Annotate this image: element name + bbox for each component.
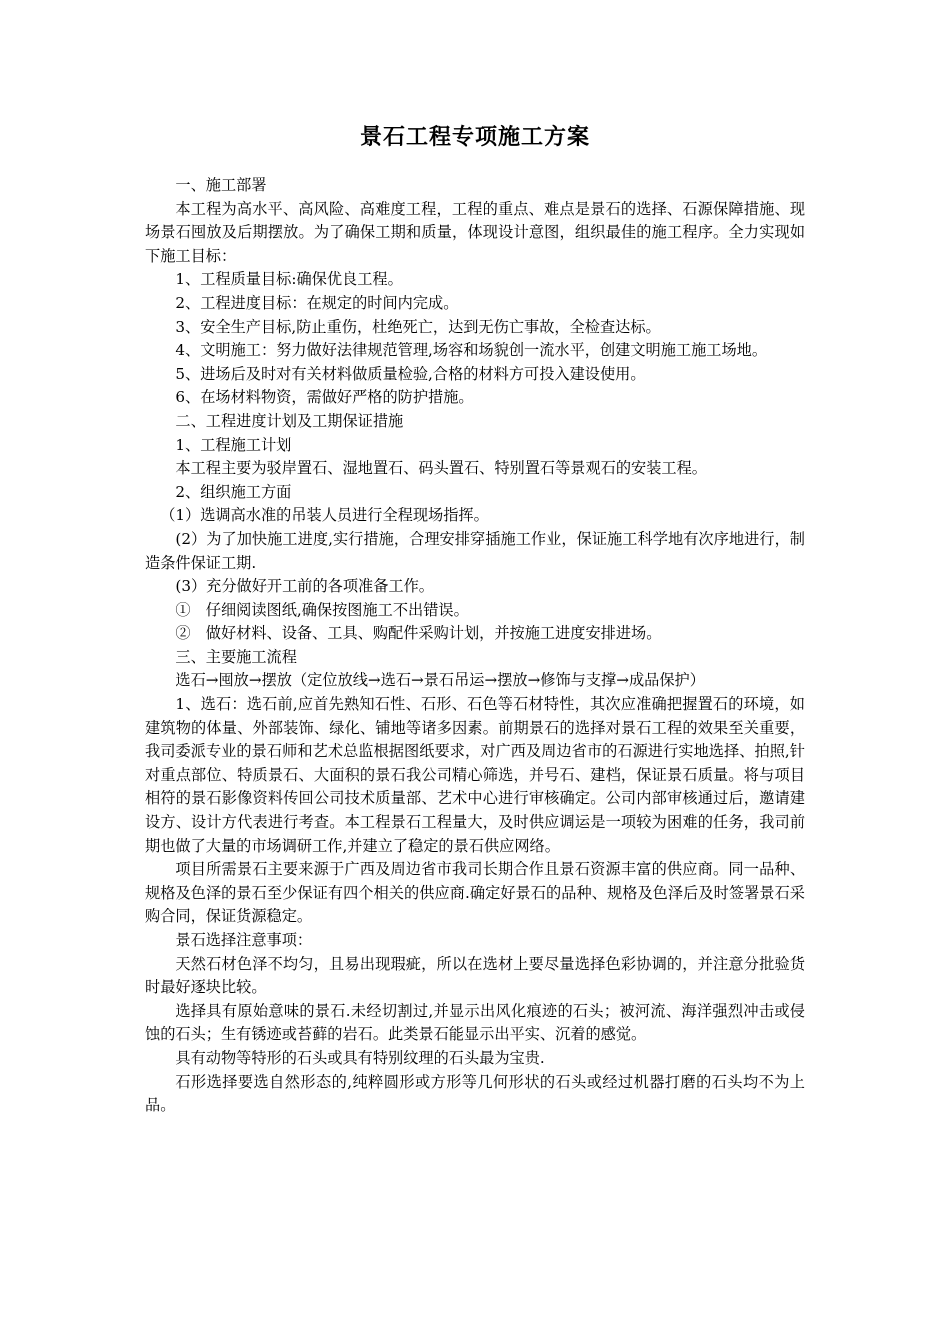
list-item: 1、工程质量目标:确保优良工程。 (175, 270, 403, 289)
section-heading: 二、工程进度计划及工期保证措施 (175, 411, 404, 430)
subsection-heading: 景石选择注意事项： (175, 931, 313, 949)
list-item: 2、工程进度目标：在规定的时间内完成。 (175, 293, 459, 312)
paragraph: 本工程主要为驳岸置石、湿地置石、码头置石、特别置石等景观石的安装工程。 (175, 459, 707, 478)
section-heading: 三、主要施工流程 (175, 647, 297, 666)
paragraph: 本工程为高水平、高风险、高难度工程，工程的重点、难点是景石的选择、石源保障措施、现场景石囤放及后期摆放。为了确保工期和质量，体现设计意图，组织最佳的施工程序。全力实现如下施工目标： (145, 199, 805, 265)
paragraph: 具有动物等特形的石头或具有特别纹理的石头最为宝贵. (175, 1048, 545, 1067)
list-item: 5、进场后及时对有关材料做质量检验,合格的材料方可投入建设使用。 (175, 364, 646, 383)
process-flow: 选石→囤放→摆放（定位放线→选石→景石吊运→摆放→修饰与支撑→成品保护） (175, 671, 705, 690)
paragraph: 石形选择要选自然形态的,纯粹圆形或方形等几何形状的石头或经过机器打磨的石头均不为上品。 (145, 1072, 805, 1115)
paragraph: 天然石材色泽不均匀，且易出现瑕疵，所以在选材上要尽量选择色彩协调的，并注意分批验货时最好逐块比较。 (145, 954, 805, 997)
list-item: 4、文明施工：努力做好法律规范管理,场容和场貌创一流水平，创建文明施工施工场地。 (175, 341, 768, 360)
subsection-heading: 1、工程施工计划 (175, 435, 292, 454)
document-title: 景石工程专项施工方案 (359, 124, 590, 150)
list-item: 6、在场材料物资，需做好严格的防护措施。 (175, 388, 474, 407)
document-body (145, 174, 805, 1118)
list-item: 3、安全生产目标,防止重伤，杜绝死亡，达到无伤亡事故，全检查达标。 (175, 317, 661, 336)
paragraph: 项目所需景石主要来源于广西及周边省市我司长期合作且景石资源丰富的供应商。同一品种、规格及色泽的景石至少保证有四个相关的供应商.确定好景石的品种、规格及色泽后及时签署景石采购合同，保证货源稳定。 (145, 860, 805, 926)
list-item: (2）为了加快施工进度,实行措施，合理安排穿插施工作业，保证施工科学地有次序地进行，制造条件保证工期. (145, 529, 805, 572)
list-item: ① 仔细阅读图纸,确保按图施工不出错误。 (175, 600, 469, 619)
list-item: ② 做好材料、设备、工具、购配件采购计划，并按施工进度安排进场。 (175, 624, 662, 643)
list-item: （1）选调高水准的吊装人员进行全程现场指挥。 (160, 506, 489, 525)
paragraph: 1、选石：选石前,应首先熟知石性、石形、石色等石材特性，其次应准确把握置石的环境，如建筑物的体量、外部装饰、绿化、铺地等诸多因素。前期景石的选择对景石工程的效果至关重要，我司委派专业的景石师和艺术总监根据图纸要求，对广西及周边省市的石源进行实地选择、拍照,针对重点部位、特质景石、大面积的景石我公司精心筛选，并号石、建档，保证景石质量。将与项目相符的景石影像资料传回公司技术质量部、艺术中心进行审核确定。公司内部审核通过后，邀请建设方、设计方代表进行考查。本工程景石工程量大，及时供应调运是一项较为困难的任务，我司前期也做了大量的市场调研工作,并建立了稳定的景石供应网络。 (145, 695, 805, 855)
paragraph: 选择具有原始意味的景石.未经切割过,并显示出风化痕迹的石头；被河流、海洋强烈冲击或侵蚀的石头；生有锈迹或苔藓的岩石。此类景石能显示出平实、沉着的感觉。 (145, 1001, 805, 1044)
list-item: (3）充分做好开工前的各项准备工作。 (175, 577, 434, 596)
section-heading: 一、施工部署 (175, 176, 267, 194)
subsection-heading: 2、组织施工方面 (175, 482, 292, 501)
